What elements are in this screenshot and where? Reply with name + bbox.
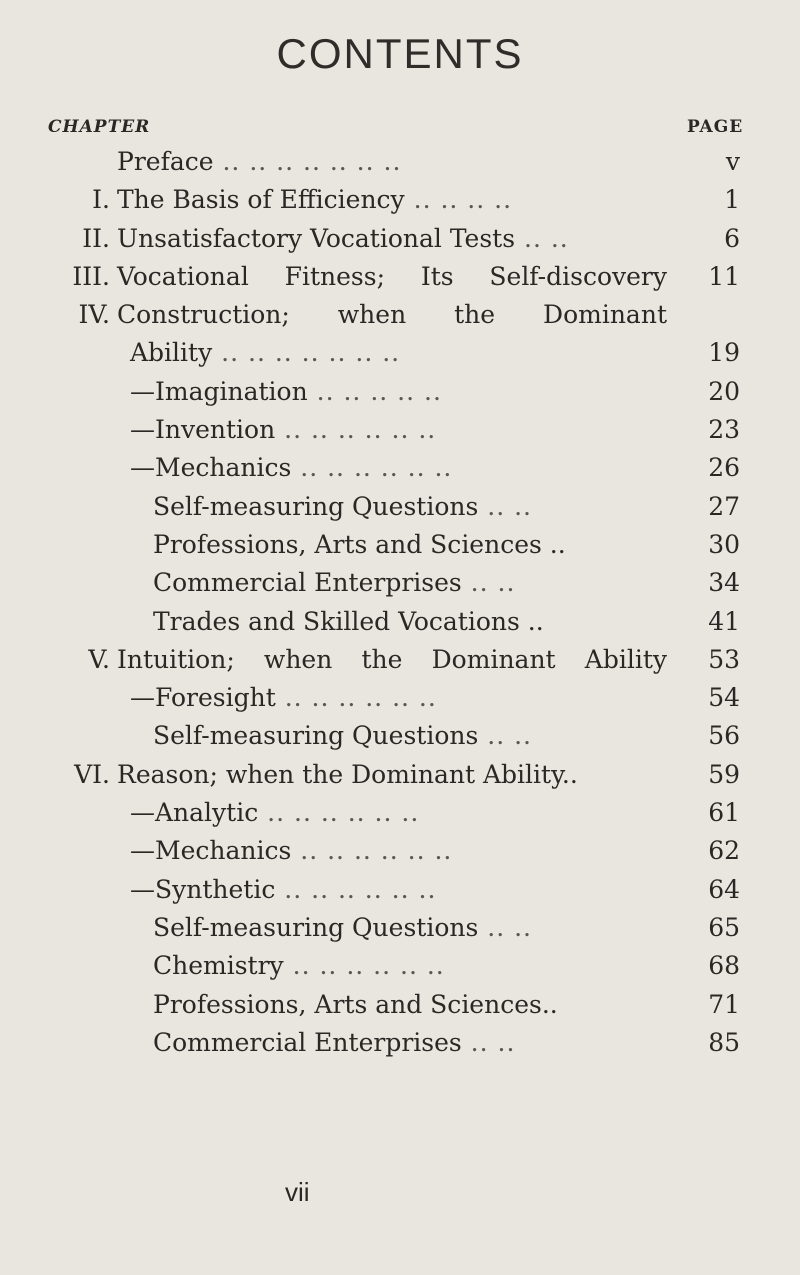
entry-title-text: —Mechanics bbox=[130, 836, 292, 866]
entry-title bbox=[117, 220, 569, 258]
page-number: 61 bbox=[708, 798, 740, 828]
leader-dots: .. .. .. .. .. .. bbox=[291, 453, 453, 483]
leader-dots: .. .. bbox=[478, 912, 532, 942]
page-number: 23 bbox=[708, 415, 740, 445]
page-number: 59 bbox=[708, 759, 740, 789]
entry-title bbox=[153, 986, 558, 1024]
toc-entry bbox=[0, 756, 800, 794]
toc-entry bbox=[0, 1024, 800, 1062]
page-number: 64 bbox=[708, 874, 740, 904]
entry-title-text: Professions, Arts and Sciences .. bbox=[153, 529, 566, 559]
toc-entry bbox=[0, 679, 800, 717]
toc-entry bbox=[0, 832, 800, 870]
toc-entry bbox=[0, 526, 800, 564]
chapter-number: II. bbox=[82, 223, 110, 253]
entry-title-text: Unsatisfactory Vocational Tests bbox=[117, 223, 516, 253]
leader-dots: .. .. .. .. bbox=[404, 185, 513, 215]
toc-entry bbox=[0, 909, 800, 947]
entry-title bbox=[130, 449, 452, 487]
toc-entry bbox=[0, 986, 800, 1024]
entry-title bbox=[130, 373, 442, 411]
entry-title bbox=[153, 909, 532, 947]
entry-title bbox=[153, 564, 515, 602]
entry-title bbox=[117, 641, 667, 679]
entry-title-text: Vocational Fitness; Its Self-discovery bbox=[117, 261, 667, 291]
leader-dots: .. .. bbox=[478, 721, 532, 751]
page-number: 85 bbox=[708, 1027, 740, 1057]
entry-title-text: Self-measuring Questions bbox=[153, 491, 479, 521]
entry-title-text: Preface bbox=[117, 147, 214, 176]
leader-dots: .. .. .. .. .. .. bbox=[291, 836, 453, 866]
leader-dots: .. .. .. .. .. bbox=[307, 376, 442, 406]
table-of-contents bbox=[0, 143, 800, 1062]
entry-title bbox=[153, 526, 566, 564]
chapter-number: III. bbox=[72, 261, 110, 291]
page-number: 11 bbox=[708, 261, 740, 291]
page-number: 27 bbox=[708, 491, 740, 521]
toc-entry bbox=[0, 334, 800, 372]
entry-title-text: —Mechanics bbox=[130, 453, 292, 483]
leader-dots: .. .. bbox=[515, 223, 569, 253]
toc-entry bbox=[0, 947, 800, 985]
page-number: 65 bbox=[708, 912, 740, 942]
entry-title bbox=[130, 679, 437, 717]
toc-entry bbox=[0, 488, 800, 526]
toc-entry bbox=[0, 373, 800, 411]
toc-entry bbox=[0, 296, 800, 334]
entry-title-text: Self-measuring Questions bbox=[153, 721, 479, 751]
leader-dots: .. .. .. .. .. .. bbox=[275, 415, 437, 445]
page-folio: vii bbox=[285, 1177, 310, 1207]
entry-title-text: The Basis of Efficiency bbox=[117, 185, 405, 215]
chapter-number: VI. bbox=[74, 759, 110, 789]
leader-dots: .. .. .. .. .. .. bbox=[275, 874, 437, 904]
toc-entry bbox=[0, 220, 800, 258]
entry-title-text: —Invention bbox=[130, 415, 276, 445]
page-number: 19 bbox=[708, 338, 740, 368]
entry-title bbox=[117, 756, 578, 794]
page-number: 68 bbox=[708, 951, 740, 981]
entry-title-text: Chemistry bbox=[153, 951, 284, 981]
page-number: 6 bbox=[724, 223, 740, 253]
page-number: 41 bbox=[708, 606, 740, 636]
entry-title-text: Ability bbox=[130, 338, 213, 368]
chapter-number: V. bbox=[88, 644, 110, 674]
toc-entry bbox=[0, 143, 800, 181]
toc-entry bbox=[0, 717, 800, 755]
entry-title-text: Professions, Arts and Sciences.. bbox=[153, 989, 558, 1019]
page-number: 26 bbox=[708, 453, 740, 483]
leader-dots: .. .. .. .. .. .. .. bbox=[212, 338, 401, 368]
toc-entry bbox=[0, 603, 800, 641]
entry-title bbox=[153, 603, 544, 641]
leader-dots: .. .. bbox=[461, 1027, 516, 1057]
entry-title bbox=[153, 947, 445, 985]
chapter-number: IV. bbox=[78, 300, 110, 330]
entry-title-text: Construction; when the Dominant bbox=[117, 300, 667, 330]
page-number: 71 bbox=[708, 989, 740, 1019]
toc-entry bbox=[0, 871, 800, 909]
page-number: 53 bbox=[708, 644, 740, 674]
entry-title bbox=[117, 296, 667, 334]
entry-title bbox=[117, 143, 401, 181]
entry-title-text: Self-measuring Questions bbox=[153, 912, 479, 942]
toc-entry bbox=[0, 258, 800, 296]
leader-dots: .. .. .. .. .. .. bbox=[258, 798, 420, 828]
page-title: CONTENTS bbox=[276, 30, 524, 77]
entry-title-text: Reason; when the Dominant Ability.. bbox=[117, 759, 578, 789]
page-number: 34 bbox=[708, 568, 740, 598]
page-number: v bbox=[725, 147, 740, 176]
toc-entry bbox=[0, 564, 800, 602]
chapter-column-header: CHAPTER bbox=[48, 117, 151, 137]
leader-dots: .. .. bbox=[478, 491, 532, 521]
entry-title-text: —Analytic bbox=[130, 798, 259, 828]
toc-entry bbox=[0, 794, 800, 832]
page-number: 20 bbox=[708, 376, 740, 406]
entry-title bbox=[117, 181, 512, 219]
leader-dots: .. .. .. .. .. .. bbox=[283, 951, 445, 981]
entry-title bbox=[153, 1024, 515, 1062]
toc-entry bbox=[0, 641, 800, 679]
entry-title bbox=[130, 334, 400, 372]
leader-dots: .. .. bbox=[461, 568, 516, 598]
chapter-number: I. bbox=[92, 185, 110, 215]
page-number: 54 bbox=[708, 683, 740, 713]
page-number: 56 bbox=[708, 721, 740, 751]
entry-title bbox=[130, 871, 436, 909]
toc-entry bbox=[0, 449, 800, 487]
entry-title-text: —Imagination bbox=[130, 376, 308, 406]
page-column-header: PAGE bbox=[687, 117, 744, 137]
page-number: 62 bbox=[708, 836, 740, 866]
leader-dots: .. .. .. .. .. .. .. bbox=[213, 147, 402, 176]
leader-dots: .. .. .. .. .. .. bbox=[275, 683, 437, 713]
entry-title-text: Commercial Enterprises bbox=[153, 1027, 462, 1057]
entry-title bbox=[130, 794, 419, 832]
entry-title-text: —Foresight bbox=[130, 683, 276, 713]
page-number: 1 bbox=[724, 185, 740, 215]
toc-entry bbox=[0, 411, 800, 449]
entry-title-text: Trades and Skilled Vocations .. bbox=[153, 606, 544, 636]
page-number: 30 bbox=[708, 529, 740, 559]
toc-entry bbox=[0, 181, 800, 219]
entry-title-text: Intuition; when the Dominant Ability bbox=[117, 644, 667, 674]
entry-title bbox=[153, 488, 532, 526]
entry-title-text: Commercial Enterprises bbox=[153, 568, 462, 598]
entry-title bbox=[130, 832, 452, 870]
entry-title bbox=[153, 717, 532, 755]
entry-title bbox=[130, 411, 436, 449]
entry-title bbox=[117, 258, 667, 296]
entry-title-text: —Synthetic bbox=[130, 874, 276, 904]
